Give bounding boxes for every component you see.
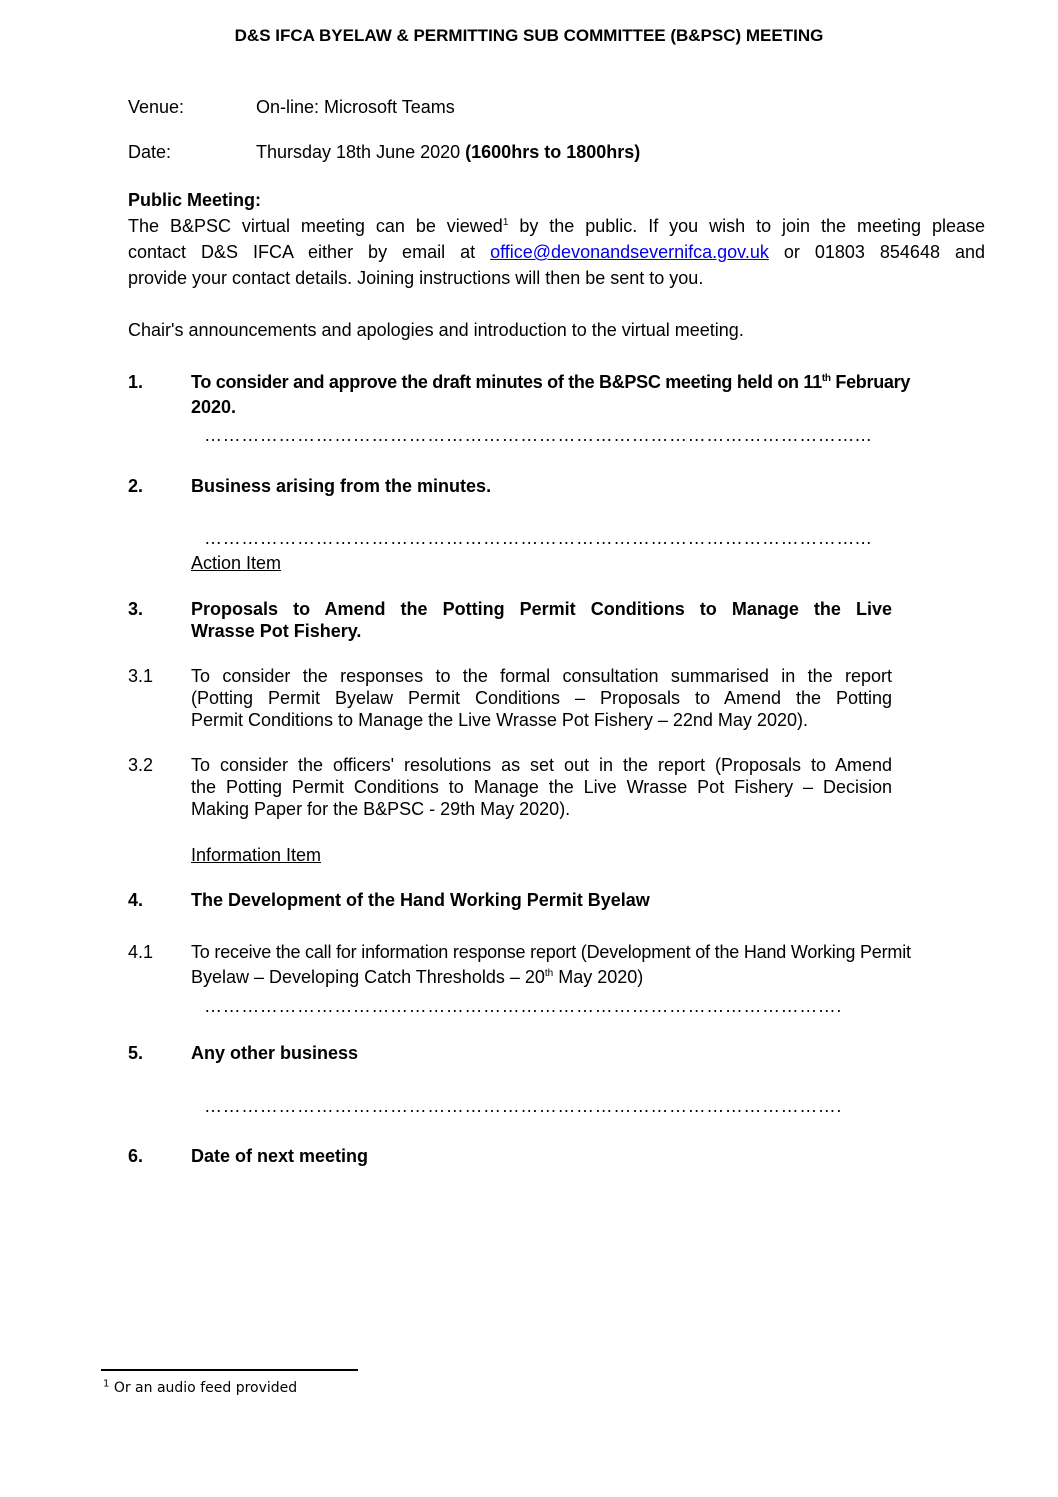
item-3-number: 3. xyxy=(128,599,144,619)
footnote-separator xyxy=(101,1369,358,1371)
venue-value: On-line: Microsoft Teams xyxy=(256,97,455,117)
item-4-1-line-2 xyxy=(191,967,643,988)
information-item-heading: Information Item xyxy=(191,845,322,865)
public-meeting-line-3: provide your contact details. Joining instructions will then be sent to you. xyxy=(128,268,704,288)
item-3-2-line-3: Making Paper for the B&PSC - 29th May 2020). xyxy=(191,799,571,819)
item-3-2-line-2: the Potting Permit Conditions to Manage the Live Wrasse Pot Fishery – Decision xyxy=(191,777,892,797)
item-6-title: Date of next meeting xyxy=(191,1146,369,1166)
item-4-1-text: Byelaw – Developing Catch Thresholds – 20 xyxy=(191,967,545,987)
date-text: Thursday 18th June 2020 xyxy=(256,142,466,162)
item-6-number: 6. xyxy=(128,1146,144,1166)
item-2-title: Business arising from the minutes. xyxy=(191,476,492,496)
dotted-line: ……………………………………………………………………………………………... xyxy=(204,425,872,445)
footnote-ref: 1 xyxy=(502,217,509,228)
email-link[interactable]: office@devonandsevernifca.gov.uk xyxy=(490,242,769,262)
item-3-1-line-3: Permit Conditions to Manage the Live Wrasse Pot Fishery – 22nd May 2020). xyxy=(191,710,808,730)
item-4-1-number: 4.1 xyxy=(128,942,154,962)
ordinal-suffix: th xyxy=(544,968,554,979)
item-4-1-text: May 2020) xyxy=(553,967,644,987)
public-meeting-heading: Public Meeting: xyxy=(128,190,262,210)
item-3-1-line-1: To consider the responses to the formal consultation summarised in the report xyxy=(191,666,892,686)
item-3-1-number: 3.1 xyxy=(128,666,154,686)
date-label: Date: xyxy=(128,142,172,162)
venue-label: Venue: xyxy=(128,97,185,117)
public-meeting-text: or 01803 854648 and xyxy=(768,242,985,262)
public-meeting-text: The B&PSC virtual meeting can be viewed xyxy=(128,216,503,236)
footnote-number: 1 xyxy=(103,1378,110,1390)
chair-announcements: Chair's announcements and apologies and introduction to the virtual meeting. xyxy=(128,320,744,340)
item-5-title: Any other business xyxy=(191,1043,359,1063)
public-meeting-text: contact D&S IFCA either by email at xyxy=(128,242,491,262)
dotted-line: …………………………………………………………………………………………. xyxy=(204,1096,843,1116)
action-item-heading: Action Item xyxy=(191,553,282,573)
item-1-text: To consider and approve the draft minutes of the B&PSC meeting held on 11 xyxy=(191,372,822,392)
dotted-line: …………………………………………………………………………………………. xyxy=(204,996,843,1016)
dotted-line: ……………………………………………………………………………………………... xyxy=(204,528,872,548)
item-2-number: 2. xyxy=(128,476,144,496)
item-1-number: 1. xyxy=(128,372,144,392)
item-1-title-cont: 2020. xyxy=(191,397,237,417)
item-4-title: The Development of the Hand Working Permit Byelaw xyxy=(191,890,650,910)
item-3-1-line-2: (Potting Permit Byelaw Permit Conditions – Proposals to Amend the Potting xyxy=(191,688,892,708)
item-3-title: Proposals to Amend the Potting Permit Conditions to Manage the Live xyxy=(191,599,892,619)
meeting-time: (1600hrs to 1800hrs) xyxy=(465,142,641,162)
item-3-2-line-1: To consider the officers' resolutions as set out in the report (Proposals to Amend xyxy=(191,755,892,775)
footnote xyxy=(103,1380,297,1396)
public-meeting-text: by the public. If you wish to join the meeting please xyxy=(508,216,985,236)
item-1-text: February xyxy=(830,372,911,392)
public-meeting-line-1 xyxy=(128,216,985,237)
item-1-title xyxy=(191,372,910,393)
document-title: D&S IFCA BYELAW & PERMITTING SUB COMMITTEE (B&PSC) MEETING xyxy=(234,26,824,45)
ordinal-suffix: th xyxy=(821,373,831,384)
item-4-1-line-1: To receive the call for information response report (Development of the Hand Working Permit xyxy=(191,942,911,962)
item-4-number: 4. xyxy=(128,890,144,910)
item-3-title-cont: Wrasse Pot Fishery. xyxy=(191,621,362,641)
item-5-number: 5. xyxy=(128,1043,144,1063)
footnote-text: Or an audio feed provided xyxy=(109,1380,298,1396)
item-3-2-number: 3.2 xyxy=(128,755,154,775)
date-value xyxy=(256,142,640,163)
public-meeting-line-2 xyxy=(128,242,985,263)
